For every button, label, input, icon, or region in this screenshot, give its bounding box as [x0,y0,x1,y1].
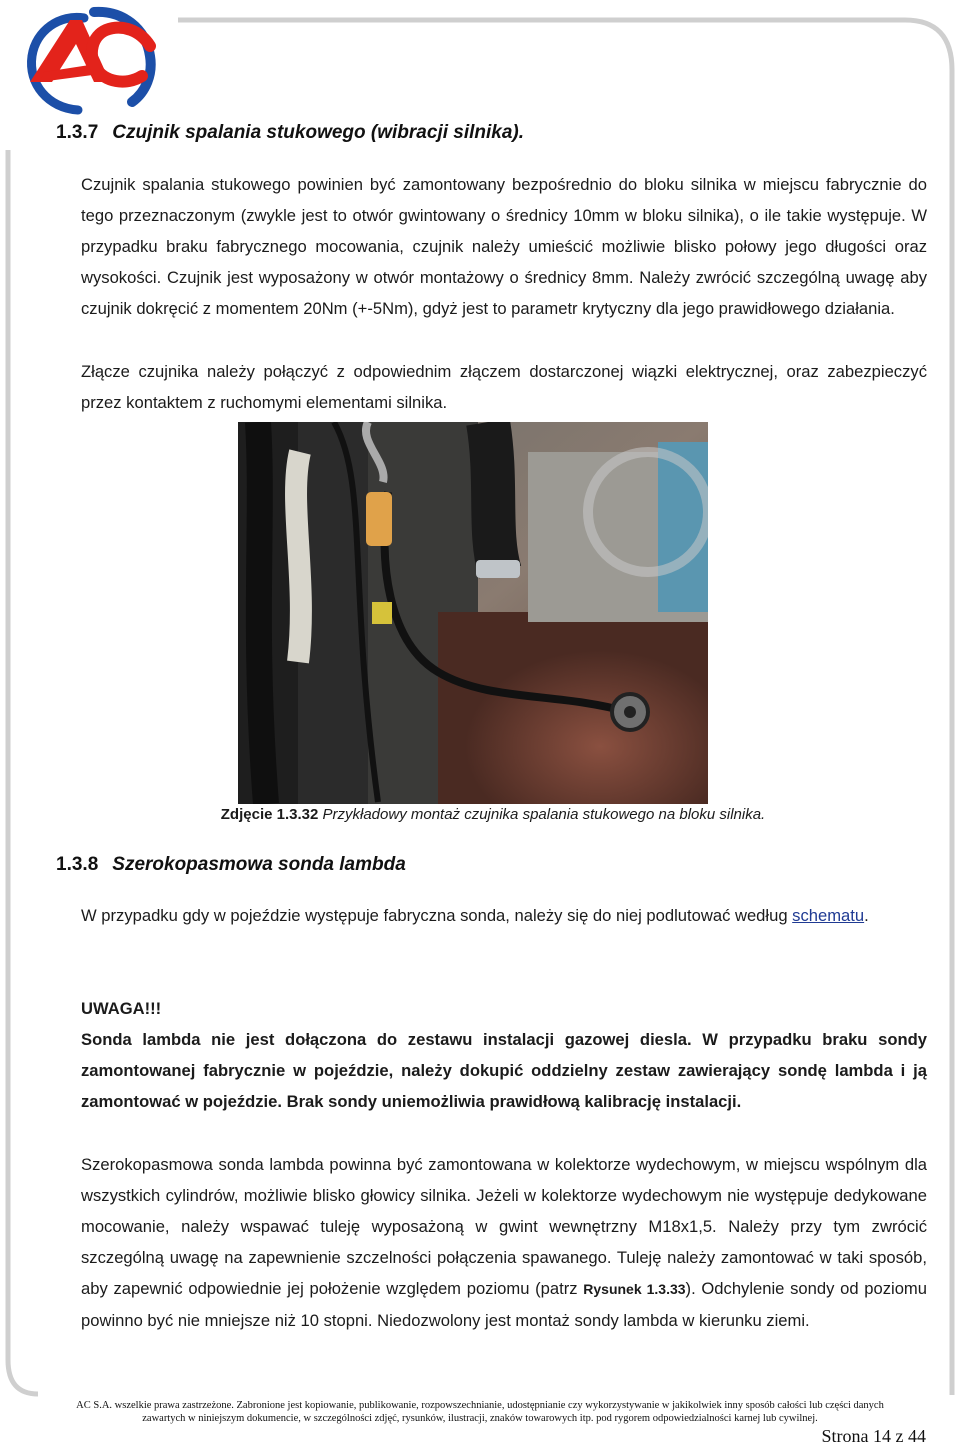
figure-label: Zdjęcie 1.3.32 [220,806,319,823]
schematic-link[interactable]: schematu [792,906,865,925]
warning-lead: Sonda lambda nie jest dołączona do zestawu instalacji gazowej diesla. [81,1030,692,1049]
section-number: 1.3.8 [56,854,99,875]
knock-sensor-paragraph-2: Złącze czujnika należy połączyć z odpowiednim złączem dostarczonej wiązki elektrycznej, oraz zabezpieczyć przez kontaktem z ruchomymi elementami silnika. [81,362,927,412]
warning-rest: W przypadku braku sondy zamontowanej fabrycznie w pojeździe, należy dokupić oddzielny zestaw zawierający sondę lambda i ją zamontować w pojeździe. Brak sondy uniemożliwia prawidłową kalibrację instalacji. [81,1030,927,1111]
warning-label: UWAGA!!! [81,999,162,1018]
figure-caption-text: Przykładowy montaż czujnika spalania stukowego na bloku silnika. [318,806,766,823]
section-title: Szerokopasmowa sonda lambda [112,854,406,875]
lambda-mounting-paragraph [81,1149,927,1336]
engine-knock-sensor-photo [238,422,708,804]
lambda-intro-end: . [864,906,869,925]
section-number: 1.3.7 [56,122,99,143]
lambda-mounting-end: ). Odchylenie sondy od poziomu powinno być nie mniejsze niż 10 stopni. Niedozwolony jest montaż sondy lambda w kierunku ziemi. [81,1279,927,1330]
section-title: Czujnik spalania stukowego (wibracji silnika). [112,122,525,143]
lambda-intro-text: W przypadku gdy w pojeździe występuje fabryczna sonda, należy się do niej podlutować według [81,906,793,925]
ac-logo [22,4,158,118]
footer-line-2: zawartych w niniejszym dokumencie, w szczególności zdjęć, rysunków, ilustracji, znaków towarowych itp. pod rygorem odpowiedzialności karnej lub cywilnej. [142,1413,818,1424]
figure-reference: Rysunek 1.3.33 [583,1281,686,1297]
lambda-mounting-text: Szerokopasmowa sonda lambda powinna być zamontowana w kolektorze wydechowym, w miejscu wspólnym dla wszystkich cylindrów, możliwie blisko głowicy silnika. Jeżeli w kolektorze wydechowym nie występuje dedykowane mocowanie, należy wspawać tuleję wyposażoną w gwint wewnętrzny M18x1,5. Należy przy tym zwrócić szczególną uwagę na zapewnienie szczelności połączenia spawanego. Tuleję należy zamontować w taki sposób, aby zapewnić odpowiednie jej położenie względem poziomu (patrz [81,1155,927,1298]
knock-sensor-paragraph-1: Czujnik spalania stukowego powinien być zamontowany bezpośrednio do bloku silnika w miejscu fabrycznie do tego przeznaczonym (zwykle jest to otwór gwintowany o średnicy 10mm w bloku silnika), o ile takie występuje. W przypadku braku fabrycznego mocowania, czujnik należy umieścić możliwie blisko połowy jego długości oraz wysokości. Czujnik jest wyposażony w otwór montażowy o średnicy 8mm. Należy zwrócić szczególną uwagę aby czujnik dokręcić z momentem 20Nm (+-5Nm), gdyż jest to parametr krytyczny dla jego prawidłowego działania. [81,175,927,318]
warning-paragraph [81,1024,927,1117]
figure-caption [13,806,960,823]
section-heading-1-3-7 [56,122,524,144]
section-heading-1-3-8 [56,854,406,876]
lambda-intro-paragraph [81,900,927,931]
page-number: Strona 14 z 44 [821,1426,926,1446]
footer-line-1: AC S.A. wszelkie prawa zastrzeżone. Zabronione jest kopiowanie, publikowanie, rozpowszechnianie, udostępnianie czy wykorzystywanie w jakikolwiek inny sposób całości lub części danych [76,1400,884,1411]
copyright-footer [40,1399,920,1425]
